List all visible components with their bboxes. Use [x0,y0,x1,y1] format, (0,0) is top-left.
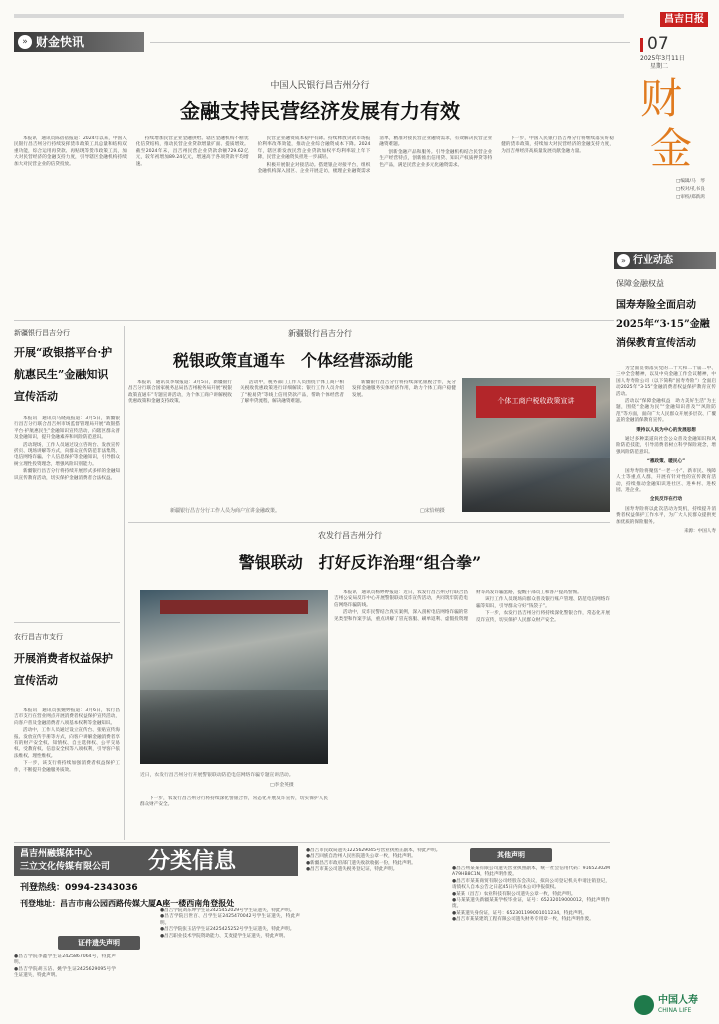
subhead: 秉持以人民为中心的发展思想 [636,427,696,433]
page-number-bar [640,38,643,52]
china-life-logo-cn: 中国人寿 [658,995,698,1006]
issue-weekday: 星期二 [650,63,669,70]
paragraph: 活动中，税务部门工作人员围绕个体工商户相关税收优惠政策进行详细解读；银行工作人员介绍了“税易贷”等线上信用贷款产品，帮助个体经营者了解申贷流程，解决融资难题。 [240,380,344,405]
photo-audience [462,458,610,512]
right-article-body [616,366,716,992]
right-article-kicker: 保障金融权益 [616,279,664,288]
other-notices-list [452,866,610,1022]
article2-body [128,380,456,502]
list-item: ●昌吉市某某建筑工程有限公司遗失财务专用章一枚，特此声明作废。 [452,917,594,923]
list-item: ●昌吉学院张玉洁学生证2425425252号学生证遗失，特此声明。 [160,927,295,933]
editor-line: □编辑/马 琴 [676,179,705,184]
paragraph: 本报讯 通讯员李瑞报道：3月5日，新疆银行昌吉分行联合国家税务总局昌吉州税务局开展“税银政策直通车”专题宣讲活动，为个体工商户讲解税收优惠政策和金融支持政策。 [128,380,232,405]
china-life-logo [634,992,718,1020]
subhead: 全民反诈在行动 [649,497,683,503]
article-left2-kicker: 农行昌吉市支行 [14,633,63,641]
photo-audience [140,690,328,764]
article2-photo [462,378,610,512]
article1-title: 金融支持民营经济发展有力有效 [180,99,460,123]
paragraph: 本报讯 通讯员杨婷婷报道：近日，农发行昌吉州分行联合昌吉州公安局反诈中心开展警银联动反诈宣传活动，共同筑牢防范电信网络诈骗防线。 [334,590,468,608]
photo-banner [160,600,308,614]
list-item: ●某某遗失身份证，证号：652301199001011234，特此声明。 [452,910,587,916]
phone-label: 刊登热线： [20,883,66,893]
classified-title: 分类信息 [148,848,237,874]
article1-body [14,136,614,316]
divider [14,622,120,623]
article3-photo [140,590,328,764]
issue-date: 2025年3月11日 [640,55,685,62]
list-item: ●昌吉学院吕世百、吕学生证2425470042号学生证遗失，特此声明。 [160,914,300,926]
article3-photo-credit: □李金英摄 [270,783,294,788]
list-item: ●昌吉回族自治州人民医院遗失公章一枚，特此声明。 [306,854,416,860]
classified-org-line1: 昌吉州融媒体中心 [20,849,93,859]
section-tag-icon: » [18,35,32,49]
article-left1-kicker: 新疆银行昌吉分行 [14,329,70,337]
industry-tag-icon: » [617,254,630,267]
article-left1-body [14,416,120,616]
paragraph: 为全面贯彻落实党的二十大和二十届二中、三中全会精神，以及中央金融工作会议精神，中国人寿寿险公司（以下简称“国寿寿险”）全面启动2025年“3·15”金融消费者权益保护教育宣传活动。 [616,366,716,397]
paragraph: 国寿寿险将聚焦“一老一小”、新市民、残障人士等重点人群，开展有针对性的宣传教育活动，持续推动金融知识进社区、进乡村、进校园、进企业。 [616,468,716,493]
list-item: ●昌吉市某公司遗失税务登记证，特此声明。 [306,867,398,873]
article3-caption: 近日，农发行昌吉州分行开展警银联动防范电信网络诈骗专题宣讲活动。 [140,773,294,778]
article2-photo-credit: □宋恰纳摄 [420,508,445,514]
editor-lines [676,178,716,202]
right-article-title: 国寿寿险全面启动2025年“3·15”金融消保教育宣传活动 [616,300,710,349]
paragraph: 活动中，工作人员通过设立宣传台、张贴宣传海报、发放宣传手册等方式，向客户讲解金融消费者享有的财产安全权、知情权、自主选择权、公平交易权、受教育权、信息安全权等八项权利，引导客户依法维权、理性维权。 [14,728,120,759]
list-item: ●昌吉职业技术学院资助能力、艾麦提学生证遗失，特此声明。 [160,933,289,939]
paragraph: 本报讯 通讯员张婉婷报道：3月6日，农行昌吉市支行在营业网点开展消费者权益保护宣传活动，向客户普及金融消费者八项基本权利等金融知识。 [14,708,120,726]
paragraph: 国寿寿险将以此次活动为契机，持续提升消费者权益保护工作水平，为广大人民群众提供更加优质的保险服务。 [616,506,716,525]
classified-org-line2: 三立文化传媒有限公司 [20,862,111,872]
column-title [634,76,704,176]
china-life-logo-icon [634,995,654,1015]
article-left1-title: 开展“政银搭平台·护航惠民生”金融知识宣传活动 [14,346,113,403]
article3-body [334,590,610,840]
photo-banner-text: 个体工商户税收政策宣讲 [497,397,575,405]
paragraph: 活动中，反诈民警结合真实案例，深入剖析电信网络诈骗的常见类型和作案手法，重点讲解了冒充客服、刷单返利、虚假投资理财等高发诈骗套路，提醒干部员工和客户提高警惕。 [334,590,582,622]
list-item: ●昌吉州某某有限公司遗失营业执照副本，统一社会信用代码：91652302MA79HB8C1N，特此声明作废。 [452,866,610,878]
paragraph: 下一步，中国人民银行昌吉州分行将继续落实好稳健的货币政策，持续加大对民营经济的金融支持力度，为昌吉州经济高质量发展贡献金融力量。 [501,136,614,154]
article-left2-body [14,708,120,840]
list-item: ●马某某遗失新疆某某学校毕业证，证号：65232019000012，特此声明作废。 [452,898,610,910]
paragraph: 创新金融产品和服务。引导金融机构结合民营企业生产经营特点，创新推出信用贷、知识产权质押贷等特色产品，满足民营企业多元化融资需求。 [379,149,493,168]
paragraph: 下一步，农发行昌吉州分行将持续深化警银合作，常态化开展反诈宣传，切实保护人民群众财产安全。 [140,796,328,808]
phone-number: 0994-2343036 [65,883,138,893]
editor-line: □校对/孔书良 [676,187,705,192]
masthead-rule [150,42,630,43]
classified-phone-line [20,882,138,895]
paragraph: 新疆银行昌吉分行将持续深化银税合作，充分发挥金融服务实体经济作用，助力个体工商户稳健发展。 [352,380,456,398]
list-item: ●某某（昌吉）农业科技有限公司遗失公章一枚，特此声明。 [452,891,576,897]
column-divider [124,326,125,840]
paragraph: 新疆银行昌吉分行将持续开展形式多样的金融知识宣传教育活动，切实保护金融消费者合法权益。 [14,469,120,481]
subhead: “惠政策、暖民心” [646,459,686,465]
paragraph: 持续增加民营企业金融供给。辖区金融机构不断优化信贷结构，推动民营企业贷款增量扩面、提质增效。截至2024年末，昌吉州民营企业贷款余额729.62亿元，较年初增加89.24亿元，增速高于各项贷款平均增速。 [135,136,249,167]
list-item: ●昌吉学院李鑫学生证2425867064号，特此声明。 ●昌吉学院胡玉洁、姚学生证2425629095号学生证遗失，特此声明。 [14,954,116,979]
paper-name: 昌吉日报 [660,12,708,27]
paragraph: 民营企业融资成本稳中有降。持续释放贷款市场报价利率改革效能，推动企业综合融资成本下降。2024年，辖区新发放民营企业贷款加权平均利率较上年下降，民营企业融资负担进一步减轻。 [257,136,371,161]
divider [128,522,610,523]
editor-line: □审校/郑新鸿 [676,195,705,200]
paragraph: 通过多种渠道向社会公众普及金融知识和风险防范技能，引导消费者树立科学保险观念，增强风险防范意识。 [616,437,716,455]
column-char-cai: 财 [640,74,683,123]
paragraph: 本报讯 通讯员陈蓓蓓报道：2024年以来，中国人民银行昌吉州分行持续发挥货币政策工具总量和结构双重功能，综合运用再贷款、再贴现等货币政策工具，加大对民营经济的金融支持力度，引导辖区金融机构持续加大对民营企业的信贷投放。 [14,136,127,167]
paragraph: 活动以“保障金融权益 助力美好生活”为主题，围绕“金融为民”“金融知识普及”“风险防范”等方面，面向广大人民群众开展多层次、广覆盖的金融消保教育宣传。 [616,399,716,424]
list-item: ●新疆昌吉市政府部门遗失收款收据一份，特此声明。 [306,860,416,866]
china-life-logo-en: CHINA LIFE [658,1007,692,1014]
paragraph: 本报讯 通讯员马晓霞报道：3月5日，新疆银行昌吉分行联合昌吉州市场监督管理局开展“政银搭平台·护航惠民生”金融知识宣传活动，向辖区群众普及金融知识，提升金融素养和风险防范意识。 [14,416,120,441]
list-item: ●昌吉学院刘东坤学生证2425452029号学生证遗失，特此声明。 [160,908,295,913]
paragraph: 积极开展银企对接活动。搭建银企对接平台，组织金融机构深入园区、企业开展走访，梳理企业融资需求清单，精准对接民营企业融资需求，有效解决民营企业融资难题。 [257,136,493,175]
address-label: 刊登地址： [20,899,60,908]
article-left2-title: 开展消费者权益保护宣传活动 [14,652,113,687]
masthead [0,0,719,70]
industry-tag-label: 行业动态 [633,255,673,266]
divider [14,320,614,321]
paragraph: 下一步，农发行昌吉州分行将持续深化警银合作，常态化开展反诈宣传，切实保护人民群众财产安全。 [476,611,610,623]
article3-title: 警银联动 打好反诈治理“组合拳” [238,553,482,572]
paragraph: 下一步，该支行将持续加强消费者权益保护工作，不断提升金融服务质效。 [14,761,120,773]
article2-kicker: 新疆银行昌吉分行 [288,329,352,338]
classified-column-3 [306,848,446,1022]
lost-items-header: 证件遗失声明 [58,936,140,950]
column-char-jin: 金 [650,124,693,173]
paragraph: 该行工作人员现场向群众普及银行账户管理、防范电信网络诈骗等知识，引导群众守好“钱袋子”。 [476,597,610,609]
masthead-top-bar [14,14,624,18]
address-text: 昌吉市南公园西路传媒大厦A座一楼西南角登报处 [60,899,235,908]
article2-title: 税银政策直通车 个体经营添动能 [172,351,413,370]
article3-kicker: 农发行昌吉州分行 [318,531,382,540]
article1-kicker: 中国人民银行昌吉州分行 [270,81,370,91]
list-item: ●昌吉市民政局遗失1225629045号营业执照正副本，特此声明。 [306,848,441,853]
divider [14,842,610,843]
paragraph: 活动现场，工作人员通过设立咨询台、发放宣传折页、现场讲解等方式，向群众宣传防范非法集资、电信网络诈骗、个人信息保护等金融知识，引导群众树立理性投资理念，增强风险识别能力。 [14,442,120,467]
article3-body-continued [140,796,328,840]
lost-items-column [160,908,300,1020]
other-notices-header: 其他声明 [470,848,552,862]
article2-caption: 新疆银行昌吉分行工作人员为商户宣讲金融政策。 [170,508,281,514]
list-item: ●昌吉市某某商贸有限公司经股东会决议，拟向公司登记机关申请注销登记，请债权人自本公告之日起45日内向本公司申报债权。 [452,878,610,891]
source-line: 来源：中国人寿 [683,528,716,534]
page-number: 07 [647,34,669,54]
section-tag-label: 财金快讯 [36,35,85,49]
